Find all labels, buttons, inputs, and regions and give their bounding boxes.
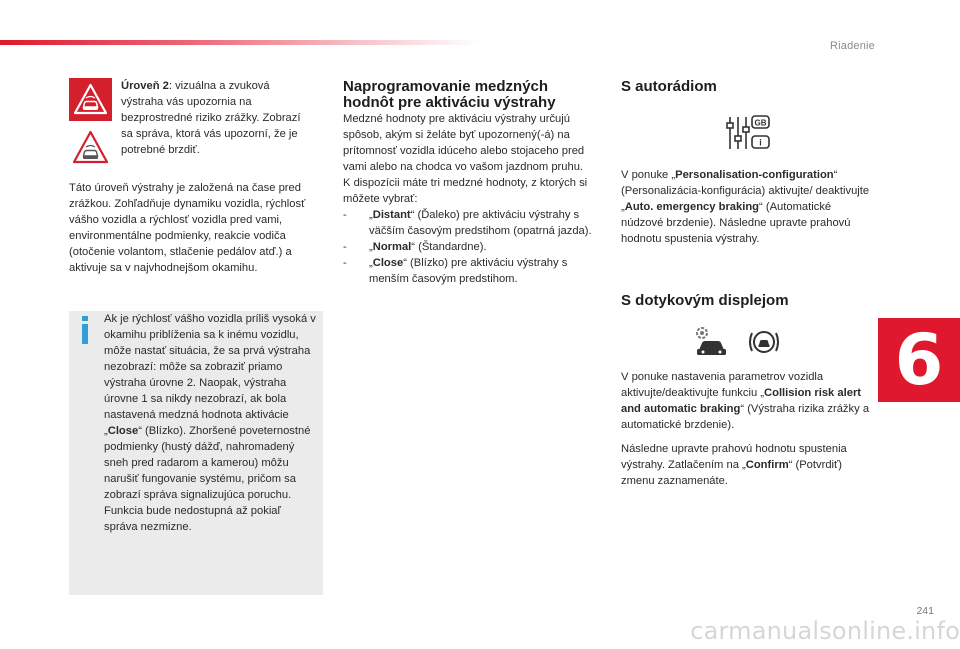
text-part: “ (Potvrdiť) zmenu zaznamenáte. xyxy=(621,459,842,487)
option-normal: Normal xyxy=(372,241,412,253)
info-text-part: “ (Blízko). Zhoršené poveternostné podmienky (hustý dážď, nahromadený sneh pred radarom a kamerou) môžu narušiť fungovanie systému, pričom sa zobrazí správa signalizujúca poruchu. Funkcia bude nedostupná až pokiaľ správa nezmizne. xyxy=(104,425,311,533)
quote-open: „ xyxy=(369,257,373,269)
option-close: Close xyxy=(372,257,404,269)
personalisation-menu: Personalisation-configuration xyxy=(675,169,834,181)
level2-text: : vizuálna a zvuková výstraha vás upozornia na bezprostredné riziko zrážky. Zobrazí sa správa, ktorá vás upozorní, že je potrebné brzdiť. xyxy=(121,80,301,156)
radio-settings-icon xyxy=(724,114,772,157)
chapter-number: 6 xyxy=(894,319,944,401)
warning-timing-paragraph: Táto úroveň výstrahy je založená na čase pred zrážkou. Zohľadňuje dynamiku vozidla, rýchlosť vášho vozidla a rýchlosť vozidla pred vami, environmentálne podmienky, reakcie vodiča (otočenie volantom, stlačenie pedálov atď.) a aktivuje sa v najvhodnejšom okamihu. xyxy=(69,182,306,274)
info-box xyxy=(69,311,323,595)
touchscreen-title: S dotykovým displejom xyxy=(621,292,789,309)
radio-title: S autorádiom xyxy=(621,78,717,95)
quote-open: „ xyxy=(369,241,373,253)
text-part: “ (Automatické núdzové brzdenie). Následne upravte prahovú hodnotu spustenia výstrahy. xyxy=(621,201,851,245)
close-label: Close xyxy=(107,425,139,437)
info-text xyxy=(104,311,316,535)
chapter-tab xyxy=(878,318,960,402)
level2-description xyxy=(121,78,301,158)
thresholds-intro-2: K dispozícii máte tri medzné hodnoty, z ktorých si môžete vybrať: xyxy=(343,177,588,205)
collision-warning-outline-icon xyxy=(69,126,112,169)
list-item xyxy=(343,239,598,255)
collision-risk-function: Collision risk alert and automatic braking xyxy=(621,387,862,415)
thresholds-intro: Medzné hodnoty pre aktiváciu výstrahy určujú spôsob, akým si želáte byť upozornený(-á) na prítomnosť vozidla idúceho alebo stojaceho pred vami alebo na chodca vo vašom jazdnom pruhu. xyxy=(343,113,585,173)
header-accent-bar xyxy=(0,40,480,45)
text-part: “ (Výstraha rizika zrážky a automatické brzdenie). xyxy=(621,403,870,431)
text-part: “ (Personalizácia-konfigurácia) aktivujte/ deaktivujte „ xyxy=(621,169,870,213)
touchscreen-instructions xyxy=(621,369,873,433)
gb-badge: GB xyxy=(754,118,767,128)
option-text: “ (Štandardne). xyxy=(411,241,487,253)
page-number: 241 xyxy=(916,605,934,617)
confirm-instructions xyxy=(621,441,873,489)
list-item xyxy=(343,255,598,287)
i-badge: i xyxy=(759,137,762,148)
confirm-label: Confirm xyxy=(745,459,789,471)
info-icon xyxy=(79,316,91,344)
radio-instructions xyxy=(621,167,871,247)
info-text-part: Ak je rýchlosť vášho vozidla príliš vysoká v okamihu priblíženia sa k inému vozidlu, môže nastať situácia, že sa prvá výstraha nezobrazí: môže sa zobraziť priamo výstraha úrovne 2. Naopak, výstraha úrovne 1 sa nikdy nezobrazí, ak bola nastavená medzná hodnota aktivácie „ xyxy=(104,313,316,437)
emergency-braking-icon xyxy=(746,326,782,363)
section-label: Riadenie xyxy=(829,40,875,52)
text-part: V ponuke nastavenia parametrov vozidla aktivujte/deaktivujte funkciu „ xyxy=(621,371,824,399)
vehicle-settings-icon xyxy=(693,324,729,363)
thresholds-title: Naprogramovanie medzných hodnôt pre aktiváciu výstrahy xyxy=(343,78,556,111)
level2-heading: Úroveň 2 xyxy=(121,80,169,92)
list-item xyxy=(343,207,598,239)
watermark: carmanualsonline.info xyxy=(690,617,960,645)
list-dash: - xyxy=(343,241,347,253)
collision-warning-red-icon xyxy=(69,78,112,121)
list-dash: - xyxy=(343,257,347,269)
text-part: V ponuke „ xyxy=(621,169,676,181)
option-distant: Distant xyxy=(372,209,411,221)
option-text: “ (Blízko) pre aktiváciu výstrahy s menším časovým predstihom. xyxy=(369,257,568,285)
quote-open: „ xyxy=(369,209,373,221)
thresholds-body xyxy=(343,111,598,287)
auto-emergency-braking: Auto. emergency braking xyxy=(624,201,760,213)
list-dash: - xyxy=(343,209,347,221)
text-part: Následne upravte prahovú hodnotu spustenia výstrahy. Zatlačením na „ xyxy=(621,443,847,471)
option-text: “ (Ďaleko) pre aktiváciu výstrahy s väčším časovým predstihom (opatrná jazda). xyxy=(369,209,592,237)
